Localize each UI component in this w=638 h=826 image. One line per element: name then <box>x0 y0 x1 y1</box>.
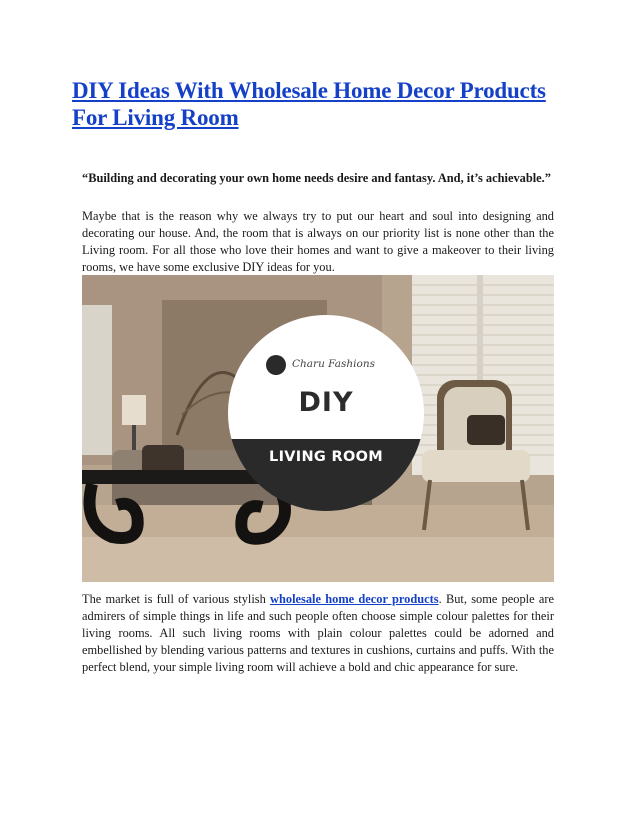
brand-logo-icon <box>266 355 286 375</box>
badge-subheadline: LIVING ROOM <box>269 449 383 465</box>
brand-name: Charu Fashions <box>292 358 375 370</box>
wholesale-products-link[interactable]: wholesale home decor products <box>270 592 439 606</box>
intro-quote: “Building and decorating your own home needs desire and fantasy. And, it’s achievable.” <box>82 171 551 185</box>
paragraph-market-before: The market is full of various stylish <box>82 592 271 606</box>
paragraph-intro: Maybe that is the reason why we always try to put our heart and soul into designing and decorating our house. And, the room that is always on our priority list is none other than the Living room. For all those who love their homes and want to give a makeover to their living rooms, we have some exclusive DIY ideas for you. <box>82 209 554 274</box>
badge-headline: DIY <box>298 387 354 418</box>
page-title: DIY Ideas With Wholesale Home Decor Products For Living Room <box>72 78 546 130</box>
brand-row <box>266 355 406 377</box>
paragraph-market-after: . But, some people are admirers of simple things in life and such people often choose simple colour palettes for their living rooms. All such living rooms with plain colour palettes could be adorned and embellished by blending various patterns and textures in cushions, curtains and puffs. With the perfect blend, your simple living room will achieve a bold and chic appearance for sure. <box>82 592 554 674</box>
logo-badge <box>228 315 424 511</box>
paragraph-market <box>82 591 554 676</box>
living-room-photo <box>82 275 554 582</box>
badge-top <box>228 315 424 439</box>
